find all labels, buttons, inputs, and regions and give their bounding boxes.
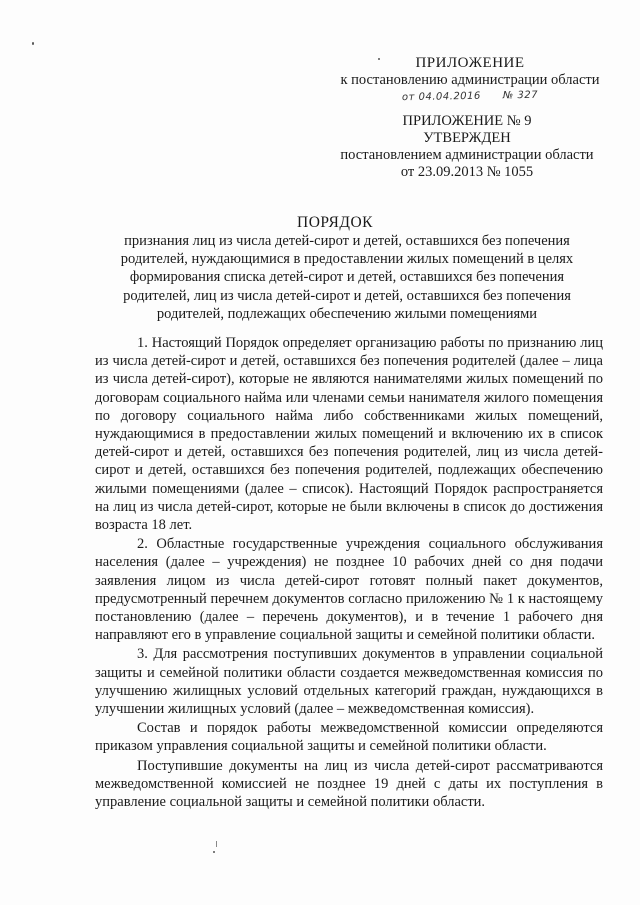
paragraph: 2. Областные государственные учреждения социального обслуживания населения (далее – учреждения) не позднее 10 рабочих дней со дня подачи заявления лицом из числа детей-сирот готовят полный пакет документов, предусмотренный перечнем документов согласно приложению № 1 к настоящему постановлению (далее – перечень документов), и в течение 1 рабочего дня направляют его в управление социальной защиты и семейной политики области. <box>95 536 603 644</box>
approval-title: ПРИЛОЖЕНИЕ № 9 <box>402 113 532 129</box>
annex-header <box>330 55 610 105</box>
approval-line-2: от 23.09.2013 № 1055 <box>400 164 534 180</box>
handwritten-registration <box>330 86 610 108</box>
paragraph: Состав и порядок работы межведомственной комиссии определяются приказом управления социальной защиты и семейной политики области. <box>95 720 603 755</box>
document-subtitle: признания лиц из числа детей-сирот и детей, оставшихся без попечения родителей, нуждающимися в предоставлении жилых помещений в целях формирования списка детей-сирот и детей, оставшихся без попечения родителей, лиц из числа детей-сирот и детей, оставшихся без попечения родителей, подлежащих обеспечению жилыми помещениями <box>120 233 574 322</box>
handwritten-date: от 04.04.2016 <box>401 90 481 104</box>
approval-header <box>332 113 602 181</box>
scan-mark <box>216 841 217 847</box>
approval-line-1: постановлением администрации области <box>340 147 594 163</box>
document-title: ПОРЯДОК <box>297 214 373 231</box>
document-body <box>95 334 603 812</box>
handwritten-number: № 327 <box>502 89 539 102</box>
annex-line: к постановлению администрации области <box>340 72 600 88</box>
approval-approved: УТВЕРЖДЕН <box>423 130 511 146</box>
paragraph: Поступившие документы на лиц из числа детей-сирот рассматриваются межведомственной комиссией не позднее 19 дней с даты их поступления в управление социальной защиты и семейной политики области. <box>95 757 603 811</box>
scan-speck <box>213 851 215 853</box>
scan-speck <box>32 42 34 45</box>
paragraph: 1. Настоящий Порядок определяет организацию работы по признанию лиц из числа детей-сирот и детей, оставшихся без попечения родителей (далее – лица из числа детей-сирот), которые не являются нанимателями жилых помещений по договорам социального найма или членами семьи нанимателя жилого помещения по договору социального найма либо собственниками жилых помещений, нуждающимися в предоставлении жилых помещений и включению их в список детей-сирот и детей, оставшихся без попечения родителей, лиц из числа детей-сирот и детей, оставшихся без попечения родителей, подлежащих обеспечению жилыми помещениями (далее – список). Настоящий Порядок распространяется на лиц из числа детей-сирот, которые не были включены в список до достижения возраста 18 лет. <box>95 335 603 534</box>
paragraph: 3. Для рассмотрения поступивших документов в управлении социальной защиты и семейной политики области создается межведомственная комиссия по улучшению жилищных условий отдельных категорий граждан, нуждающихся в улучшении жилищных условий (далее – межведомственная комиссия). <box>95 646 603 718</box>
annex-title: ПРИЛОЖЕНИЕ <box>415 55 525 71</box>
